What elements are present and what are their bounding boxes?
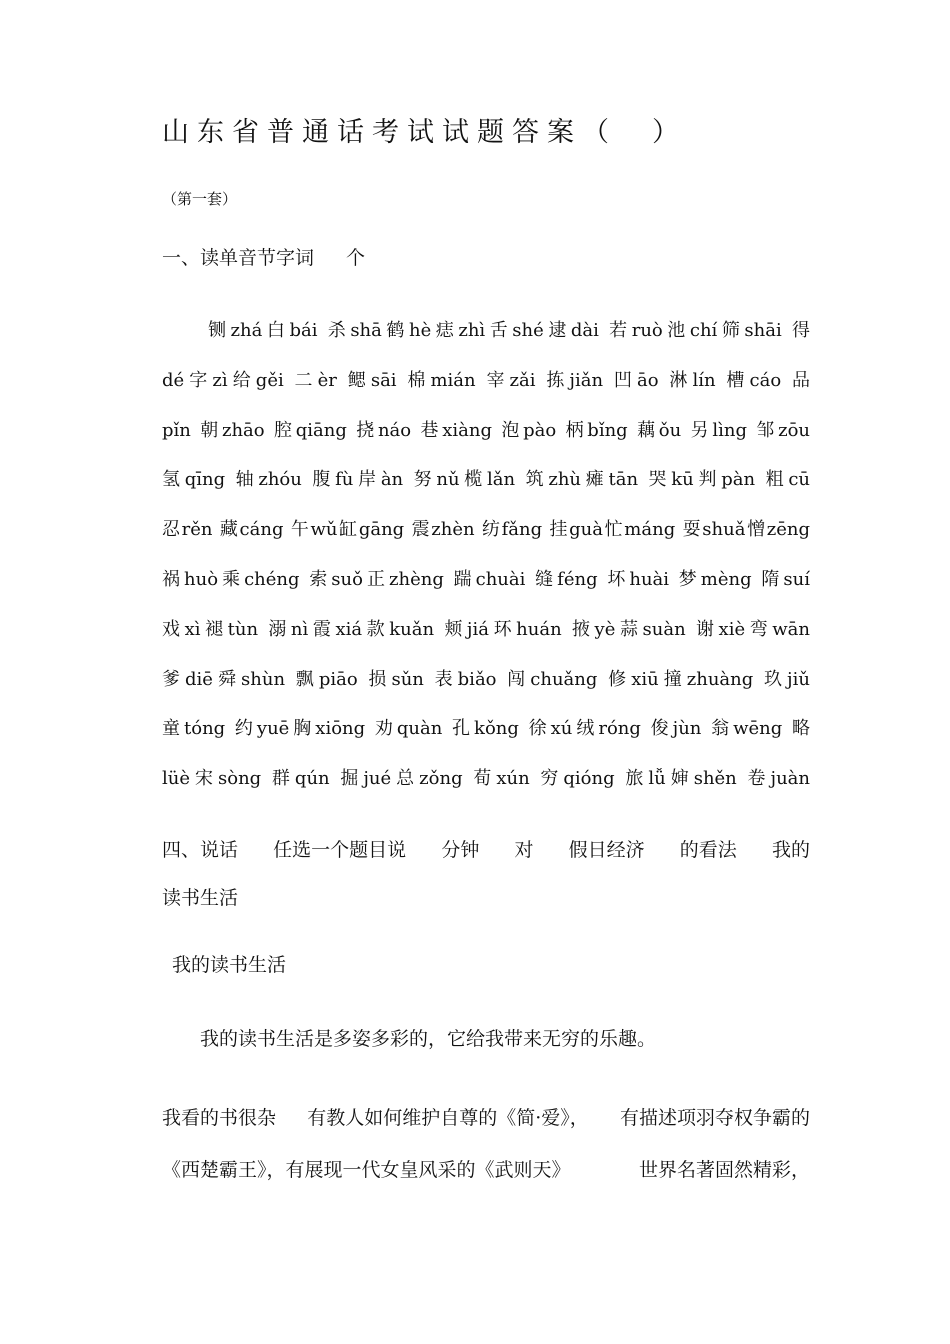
section-4-topic-2-start: 我的: [771, 839, 810, 861]
pinyin-line: 童tóng 约yuē胸xiōng 劝quàn 孔kǒng 徐xú绒róng 俊jùn 翁wēng 略: [162, 718, 810, 740]
essay-text: 《西楚霸王》，有展现一代女皇风采的《武则天》: [162, 1159, 571, 1181]
pinyin-line: 氢qīng 轴zhóu 腹fù岸àn 努nǔ榄lǎn 筑zhù瘫tān 哭kū判pàn 粗cū: [162, 469, 810, 491]
pinyin-line: lüè宋sòng 群qún 掘jué总zǒng 荀xún 穷qióng 旅lǚ婶shěn 卷juàn: [162, 768, 810, 790]
pinyin-word-list: [162, 306, 810, 804]
section-4-speaking: [162, 826, 810, 922]
section-4-topic-1: 假日经济: [568, 839, 645, 861]
pinyin-line: 爹diē舜shùn 飘piāo 损sǔn 表biǎo 闯chuǎng 修xiū撞zhuàng 玖jiǔ: [162, 668, 810, 690]
essay-text: 世界名著固然精彩，: [638, 1159, 810, 1181]
pinyin-line: 铡zhá白bái 杀shā鹤hè痣zhì舌shé逮dài 若ruò池chí筛shāi 得: [208, 320, 810, 341]
pinyin-line: pǐn 朝zhāo 腔qiāng 挠náo 巷xiàng 泡pào 柄bǐng 藕ǒu 另lìng 邹zōu: [162, 419, 810, 441]
essay-text: 有描述项羽夺权争霸的: [619, 1107, 810, 1129]
essay-text: 有教人如何维护自尊的《简·爱》，: [307, 1107, 589, 1129]
essay-paragraph-2: [162, 1092, 810, 1196]
essay-title: 我的读书生活: [172, 954, 287, 976]
pinyin-line: 戏xì褪tùn 溺nì霞xiá款kuǎn 颊jiá环huán 掖yè蒜suàn 谢xiè弯wān: [162, 618, 810, 640]
section-4-topic-prefix: 对: [514, 839, 534, 861]
document-title: 山东省普通话考试试题答案（ ）: [162, 117, 687, 148]
pinyin-line: 忍rěn 藏cáng 午wǔ缸gāng 震zhèn 纺fǎng 挂guà忙máng 耍shuǎ憎zēng: [162, 519, 810, 541]
section-1-heading: [162, 243, 365, 270]
pinyin-line: dé字zì给gěi 二èr 鳃sāi 棉mián 宰zǎi 拣jiǎn 凹āo 淋lín 槽cáo 品: [162, 369, 810, 391]
pinyin-line: 祸huò乘chéng 索suǒ正zhèng 踹chuài 缝féng 坏huài 梦mèng 隋suí: [162, 568, 810, 590]
section-1-count-unit: 个: [346, 247, 366, 269]
section-1-label: 一、读单音节字词: [162, 247, 315, 269]
section-4-topic-2-end: 读书生活: [162, 887, 239, 909]
essay-text: 我看的书很杂: [162, 1107, 277, 1129]
section-4-minutes: 分钟: [441, 839, 480, 861]
section-4-label: 四、说话: [162, 839, 239, 861]
set-label: （第一套）: [162, 190, 238, 208]
section-4-instruction: 任选一个题目说: [273, 839, 407, 861]
section-4-topic-1-suffix: 的看法: [679, 839, 737, 861]
essay-paragraph-1: 我的读书生活是多姿多彩的，它给我带来无穷的乐趣。: [200, 1028, 657, 1050]
